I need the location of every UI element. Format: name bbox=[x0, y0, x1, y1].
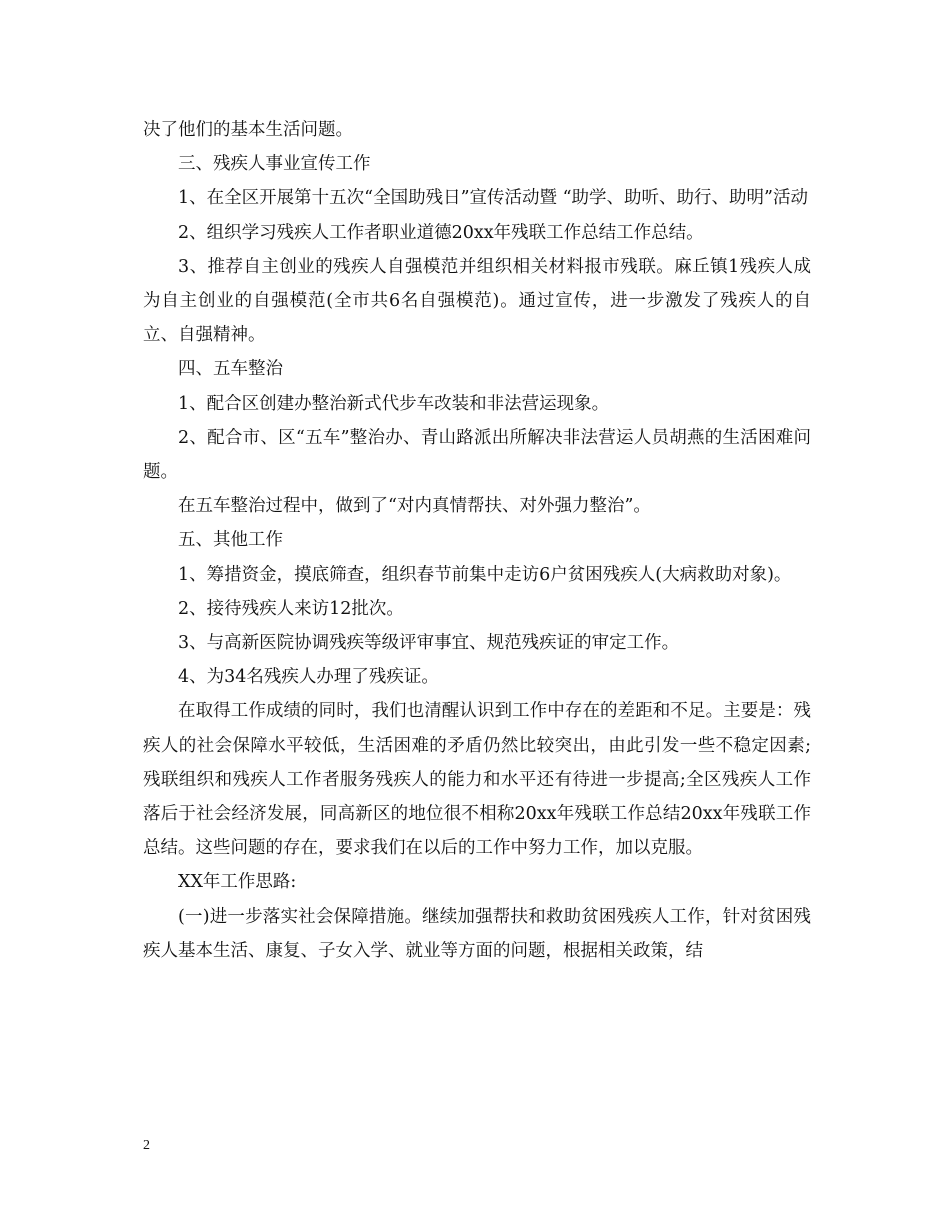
paragraph-12: 3、与高新医院协调残疾等级评审事宜、规范残疾证的审定工作。 bbox=[178, 633, 680, 654]
paragraph-16: (一)进一步落实社会保障措施。继续加强帮扶和救助贫困残疾人工作，针对贫困残疾人基本生活、康复、子女入学、就业等方面的问题，根据相关政策，结 bbox=[143, 906, 811, 961]
section-heading-5: 五、其他工作 bbox=[178, 530, 283, 551]
work-plan-heading: XX年工作思路: bbox=[178, 872, 297, 893]
paragraph-14: 在取得工作成绩的同时，我们也清醒认识到工作中存在的差距和不足。主要是：残疾人的社会保障水平较低，生活困难的矛盾仍然比较突出，由此引发一些不稳定因素;残联组织和残疾人工作者服务残疾人的能力和水平还有待进一步提高;全区残疾人工作落后于社会经济发展，同高新区的地位很不相称20xx年残联工作总结20xx年残联工作总结。这些问题的存在，要求我们在以后的工作中努力工作，加以克服。 bbox=[143, 701, 811, 859]
paragraph-6: 1、配合区创建办整治新式代步车改装和非法营运现象。 bbox=[178, 393, 610, 414]
paragraph-0: 决了他们的基本生活问题。 bbox=[143, 120, 353, 140]
paragraph-4: 3、推荐自主创业的残疾人自强模范并组织相关材料报市残联。麻丘镇1残疾人成为自主创业的自强模范(全市共6名自强模范)。通过宣传，进一步激发了残疾人的自立、自强精神。 bbox=[143, 256, 811, 346]
paragraph-3: 2、组织学习残疾人工作者职业道德20xx年残联工作总结工作总结。 bbox=[178, 222, 704, 243]
paragraph-11: 2、接待残疾人来访12批次。 bbox=[178, 598, 404, 619]
document-body bbox=[143, 113, 811, 968]
paragraph-8: 在五车整治过程中，做到了“对内真情帮扶、对外强力整治”。 bbox=[178, 496, 651, 517]
paragraph-10: 1、筹措资金，摸底筛查，组织春节前集中走访6户贫困残疾人(大病救助对象)。 bbox=[178, 564, 792, 585]
page-number: 2 bbox=[143, 1138, 150, 1153]
paragraph-2: 1、在全区开展第十五次“全国助残日”宣传活动暨 “助学、助听、助行、助明”活动 bbox=[178, 188, 808, 209]
section-heading-4: 四、五车整治 bbox=[178, 359, 283, 380]
paragraph-13: 4、为34名残疾人办理了残疾证。 bbox=[178, 667, 439, 688]
section-heading-3: 三、残疾人事业宣传工作 bbox=[178, 154, 371, 175]
paragraph-7: 2、配合市、区“五车”整治办、青山路派出所解决非法营运人员胡燕的生活困难问题。 bbox=[143, 427, 811, 483]
